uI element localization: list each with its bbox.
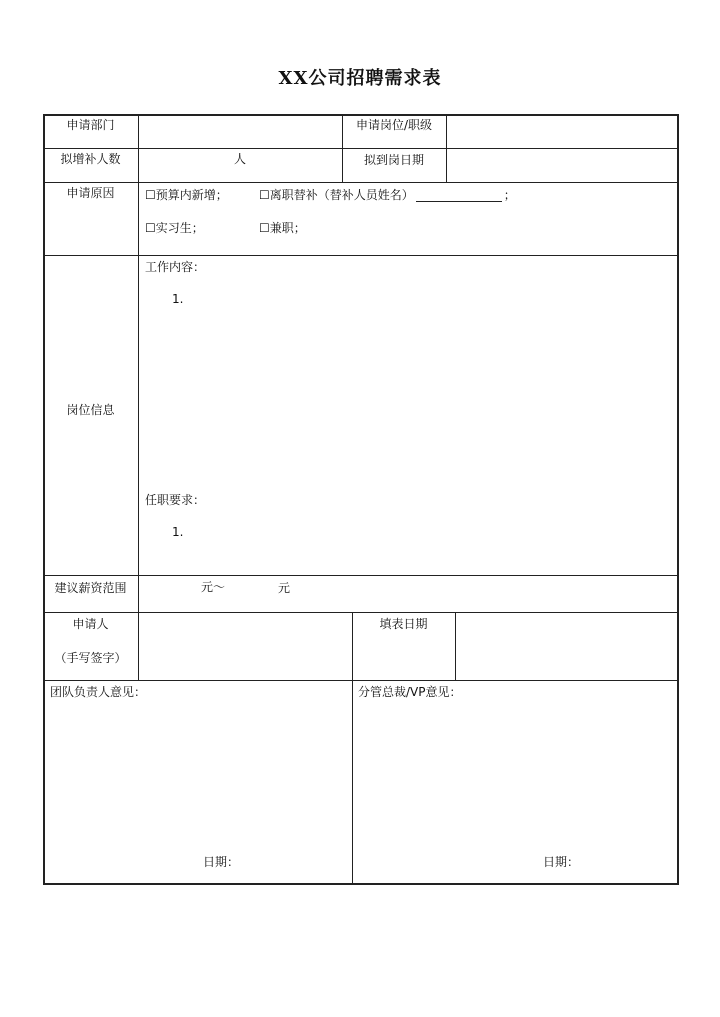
duties-item: 1. <box>172 292 184 306</box>
parttime-checkbox[interactable]: ☐兼职； <box>259 221 306 235</box>
vp-opinion-label: 分管总裁/VP意见： <box>358 685 462 699</box>
reason-label: 申请原因 <box>66 186 115 200</box>
replacement-checkbox[interactable] <box>259 188 516 202</box>
position-label: 申请岗位/职级 <box>355 118 433 132</box>
requirements-item: 1. <box>172 525 184 539</box>
team-lead-opinion-label: 团队负责人意见： <box>50 685 147 699</box>
duties-label: 工作内容： <box>145 260 206 274</box>
intern-checkbox[interactable]: ☐实习生； <box>145 221 204 235</box>
headcount-unit: 人 <box>234 152 247 166</box>
form-title: XX公司招聘需求表 <box>278 68 442 89</box>
start-date-label: 拟到岗日期 <box>363 153 424 167</box>
col-divider <box>352 612 353 885</box>
position-input-cell[interactable] <box>448 116 677 146</box>
col-divider <box>138 114 139 680</box>
applicant-label: 申请人 <box>72 617 109 631</box>
replacement-label: ☐离职替补（替补人员姓名） <box>259 188 414 202</box>
col-divider <box>446 114 447 182</box>
col-divider <box>455 612 456 680</box>
fill-date-label: 填表日期 <box>379 617 428 631</box>
dept-label: 申请部门 <box>66 118 115 132</box>
start-date-input-cell[interactable] <box>448 150 677 180</box>
applicant-signature-hint: （手写签字） <box>54 651 127 665</box>
salary-from-unit: 元～ <box>201 580 226 594</box>
salary-label: 建议薪资范围 <box>54 581 127 595</box>
requirements-label: 任职要求： <box>145 493 206 507</box>
team-lead-date-label: 日期： <box>203 855 240 869</box>
salary-to-unit: 元 <box>278 581 291 595</box>
replacement-end: ； <box>503 188 516 202</box>
replacement-name-field[interactable] <box>416 190 502 202</box>
vp-date-label: 日期： <box>543 855 580 869</box>
fill-date-cell[interactable] <box>457 614 677 678</box>
budget-checkbox[interactable]: ☐预算内新增； <box>145 188 228 202</box>
position-info-label: 岗位信息 <box>66 403 115 417</box>
applicant-signature-cell[interactable] <box>140 614 350 678</box>
headcount-label: 拟增补人数 <box>60 152 121 166</box>
row-divider <box>43 680 679 681</box>
dept-input-cell[interactable] <box>140 116 340 146</box>
